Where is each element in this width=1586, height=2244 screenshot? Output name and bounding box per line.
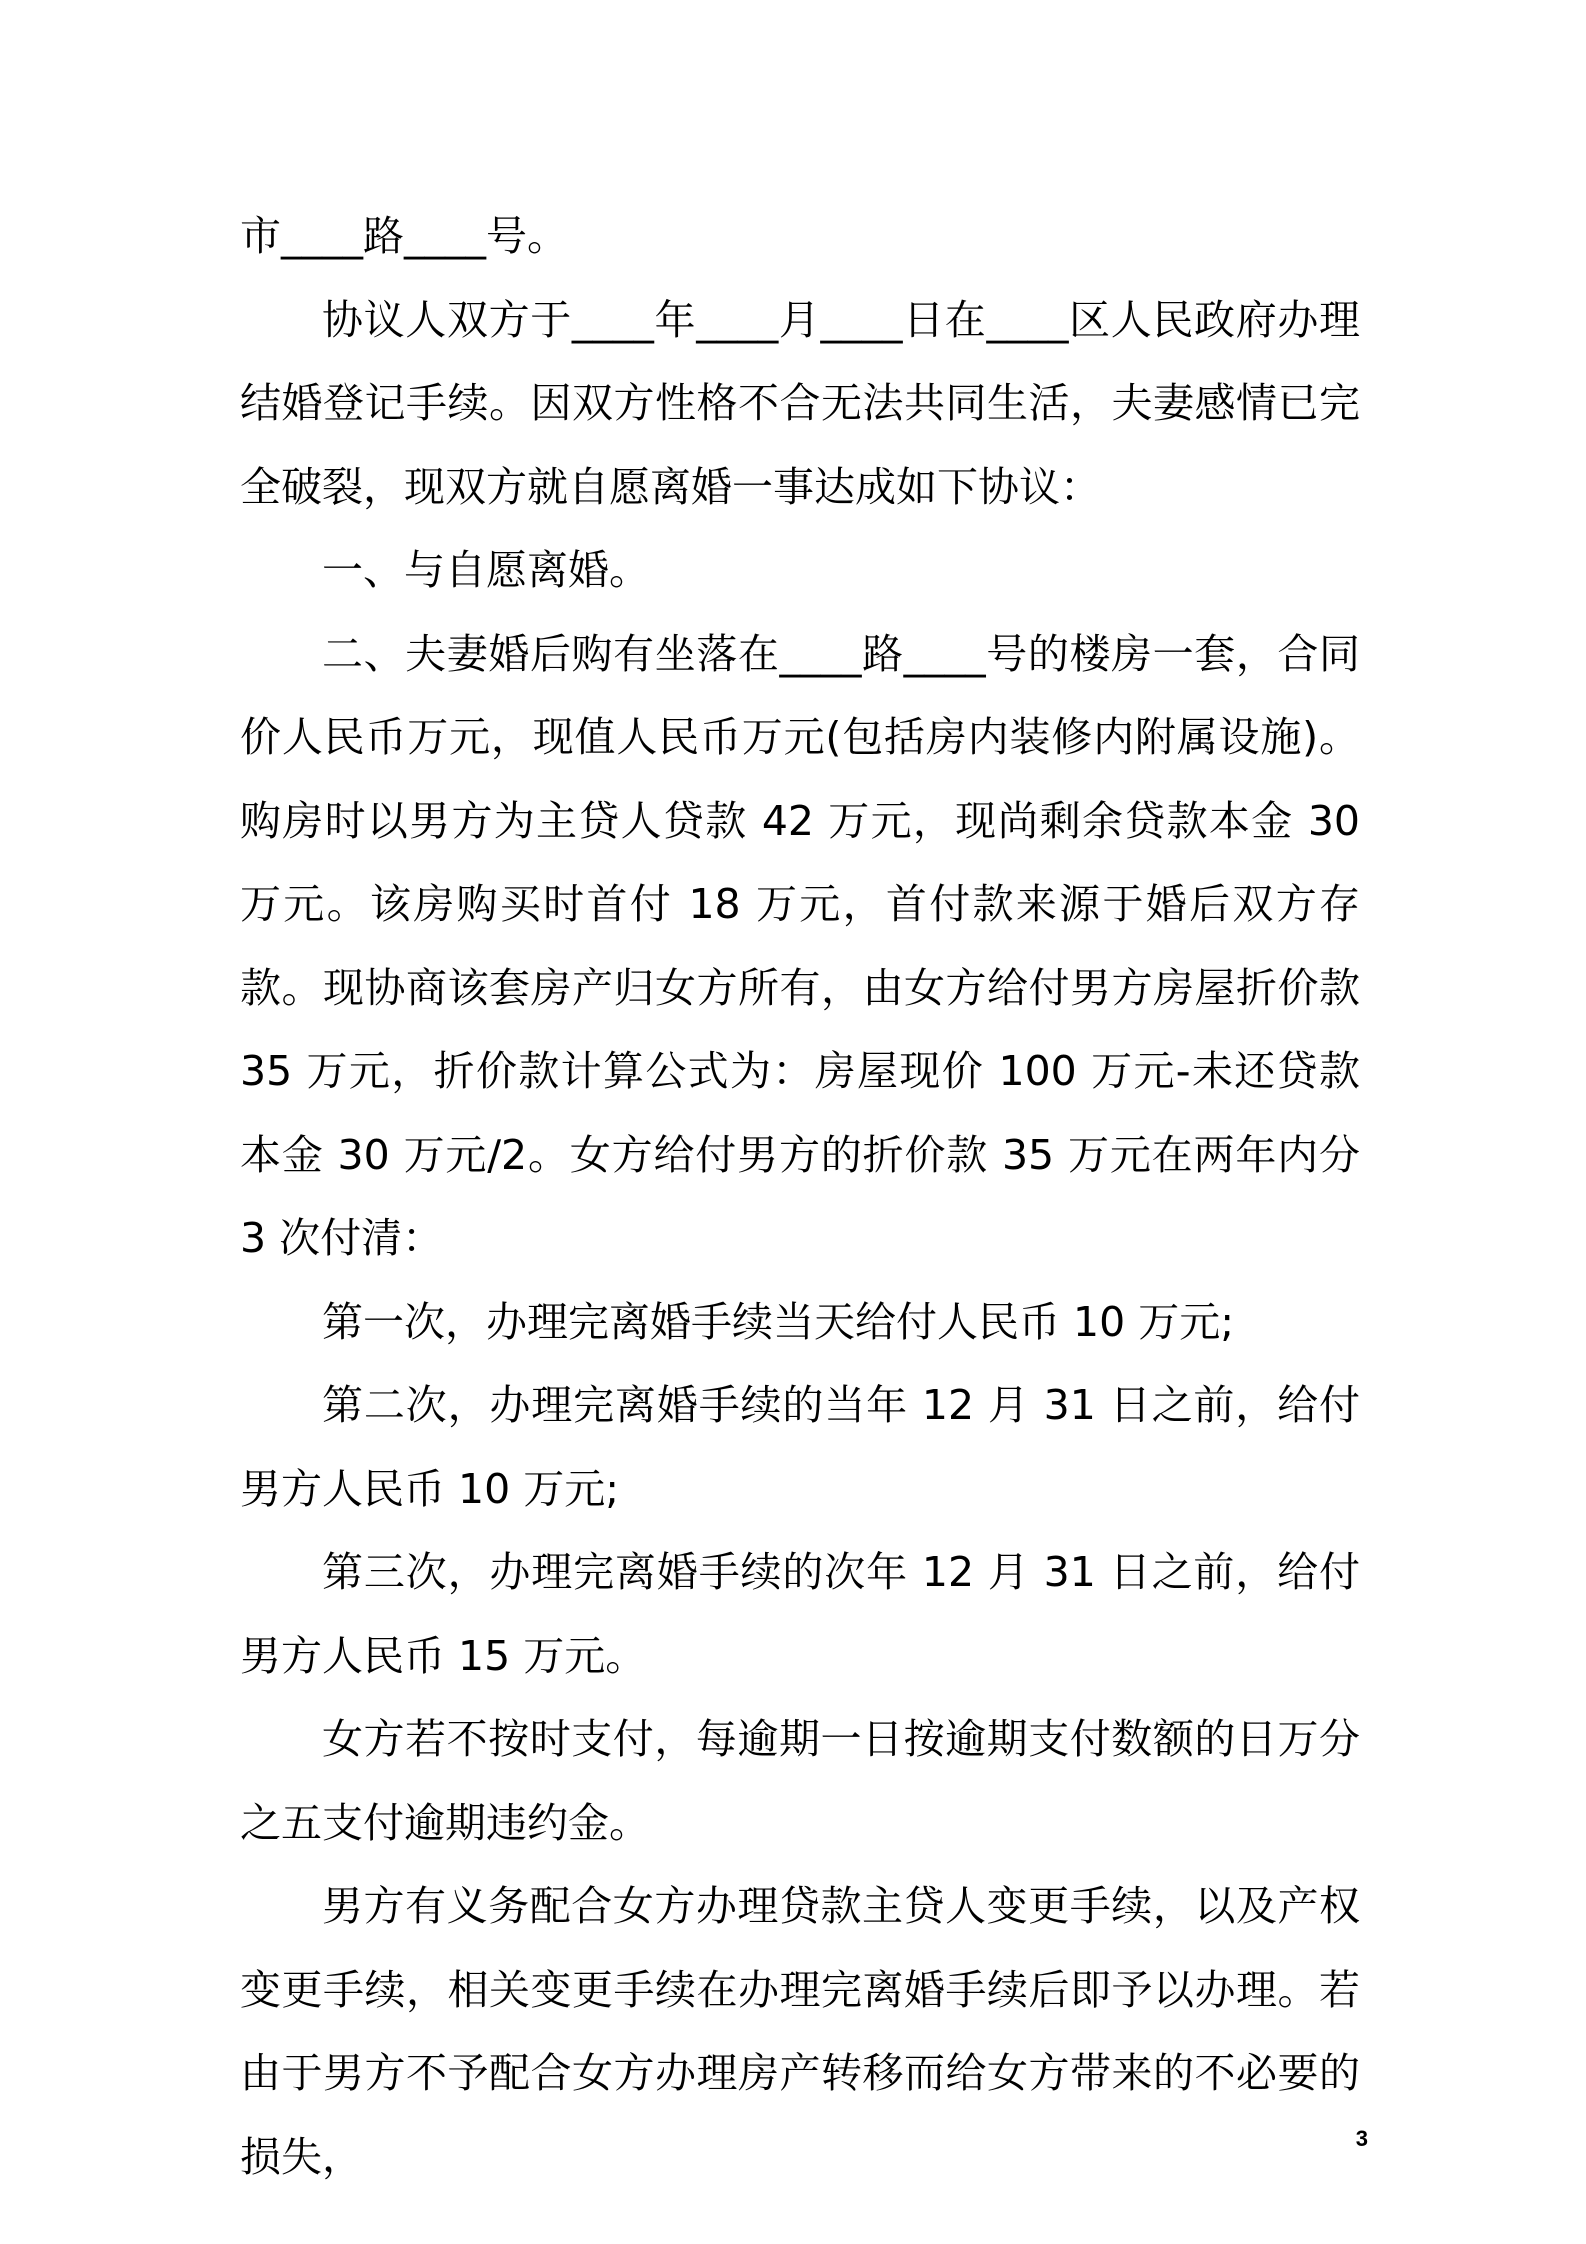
paragraph-payment-third: 第三次，办理完离婚手续的次年 12 月 31 日之前，给付男方人民币 15 万元。 bbox=[240, 1548, 1360, 1680]
paragraph-marriage-registration: 协议人双方于____年____月____日在____区人民政府办理结婚登记手续。因双方性格不合无法共同生活，夫妻感情已完全破裂，现双方就自愿离婚一事达成如下协议： bbox=[240, 295, 1360, 511]
paragraph-payment-first: 第一次，办理完离婚手续当天给付人民币 10 万元; bbox=[322, 1297, 1235, 1346]
paragraph-clause-two: 二、夫妻婚后购有坐落在____路____号的楼房一套，合同价人民币万元，现值人民币万元(包括房内装修内附属设施)。购房时以男方为主贷人贷款 42 万元，现尚剩余贷款本金 30 万元。该房购买时首付 18 万元，首付款来源于婚后双方存款。现协商该套房产归女方所有，由女方给付男方房屋折价款 35 万元，折价款计算公式为：房屋现价 100 万元-未还贷款本金 30 万元/2。女方给付男方的折价款 35 万元在两年内分 3 次付清： bbox=[240, 629, 1360, 1262]
paragraph-transfer-obligation: 男方有义务配合女方办理贷款主贷人变更手续，以及产权变更手续，相关变更手续在办理完离婚手续后即予以办理。若由于男方不予配合女方办理房产转移而给女方带来的不必要的损失， bbox=[240, 1882, 1360, 2181]
paragraph-payment-second: 第二次，办理完离婚手续的当年 12 月 31 日之前，给付男方人民币 10 万元; bbox=[240, 1381, 1360, 1513]
paragraph-late-penalty: 女方若不按时支付，每逾期一日按逾期支付数额的日万分之五支付逾期违约金。 bbox=[240, 1715, 1360, 1847]
paragraph-address: 市____路____号。 bbox=[240, 212, 568, 260]
paragraph-clause-one: 一、与自愿离婚。 bbox=[322, 546, 650, 594]
page-number: 3 bbox=[1355, 2126, 1368, 2151]
document-body bbox=[240, 195, 1360, 2199]
